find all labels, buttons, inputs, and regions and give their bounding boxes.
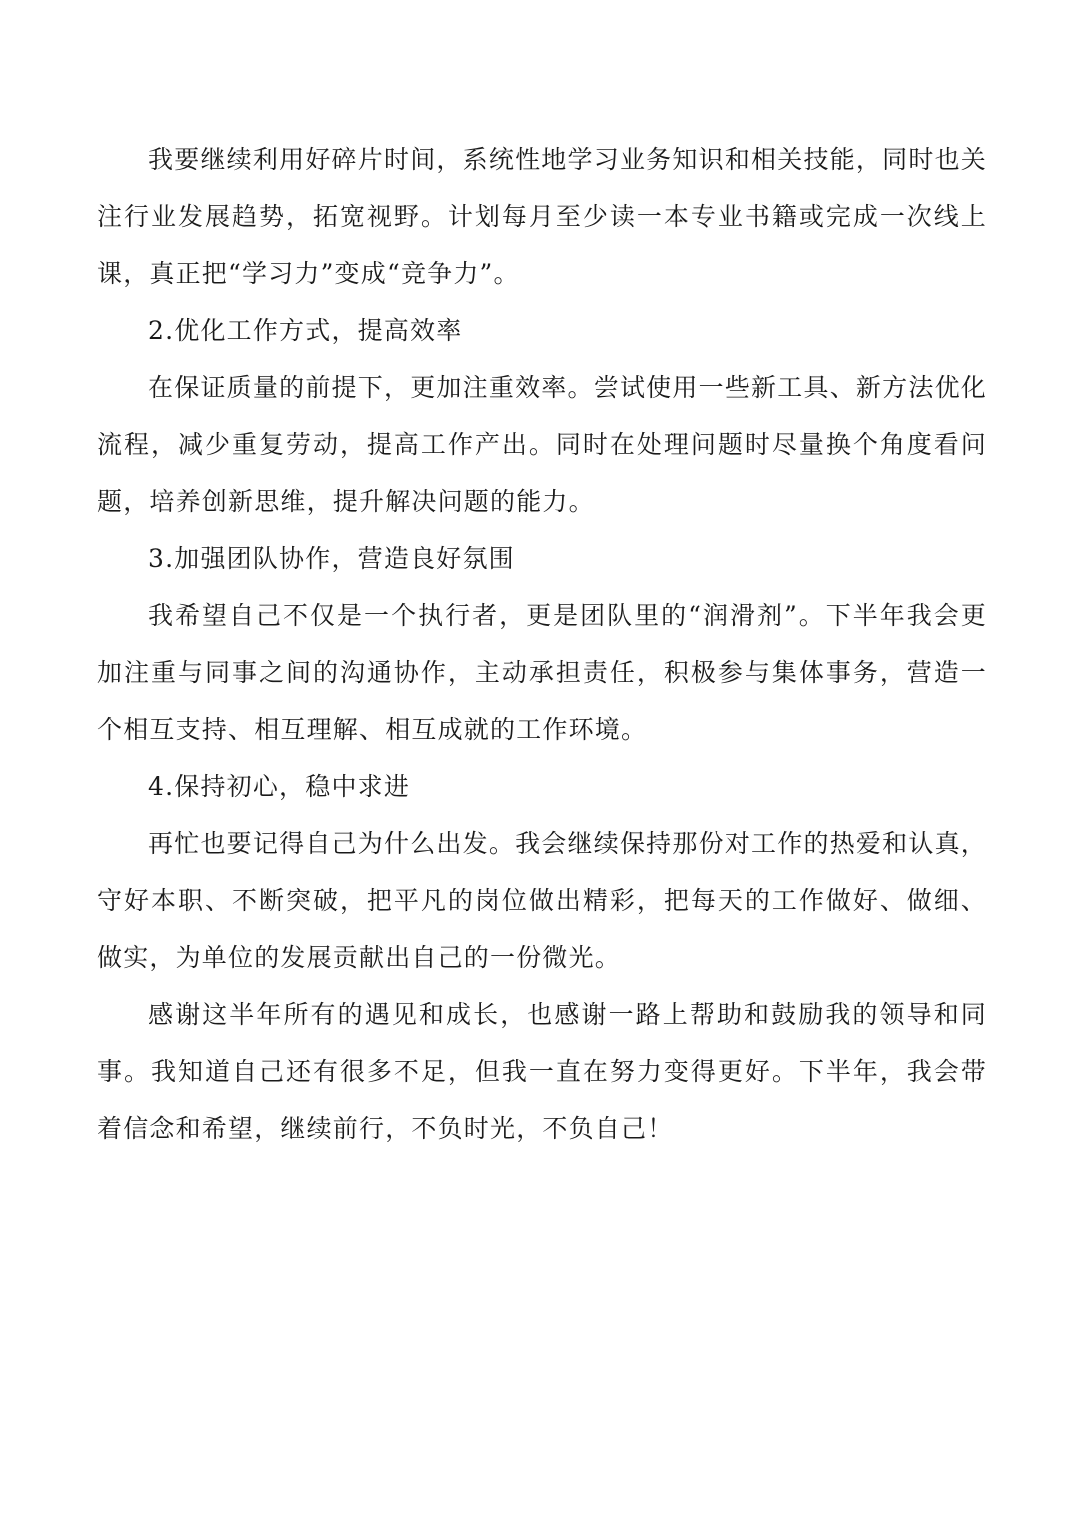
section-heading-optimize-work: 2.优化工作方式，提高效率 [148,316,463,345]
body-paragraph-original-intention: 再忙也要记得自己为什么出发。我会继续保持那份对工作的热爱和认真，守好本职、不断突破，把平凡的岗位做出精彩，把每天的工作做好、做细、做实，为单位的发展贡献出自己的一份微光。 [97,829,987,972]
body-paragraph-study: 我要继续利用好碎片时间，系统性地学习业务知识和相关技能，同时也关注行业发展趋势，拓宽视野。计划每月至少读一本专业书籍或完成一次线上课，真正把“学习力”变成“竞争力”。 [97,145,987,288]
body-paragraph-thanks: 感谢这半年所有的遇见和成长，也感谢一路上帮助和鼓励我的领导和同事。我知道自己还有很多不足，但我一直在努力变得更好。下半年，我会带着信念和希望，继续前行，不负时光，不负自己！ [97,1000,987,1143]
body-paragraph-teamwork: 我希望自己不仅是一个执行者，更是团队里的“润滑剂”。下半年我会更加注重与同事之间的沟通协作，主动承担责任，积极参与集体事务，营造一个相互支持、相互理解、相互成就的工作环境。 [97,601,987,744]
document-body [97,131,987,1157]
section-heading-original-intention: 4.保持初心，稳中求进 [148,772,411,801]
body-paragraph-efficiency: 在保证质量的前提下，更加注重效率。尝试使用一些新工具、新方法优化流程，减少重复劳动，提高工作产出。同时在处理问题时尽量换个角度看问题，培养创新思维，提升解决问题的能力。 [97,373,987,516]
section-heading-teamwork: 3.加强团队协作，营造良好氛围 [148,544,515,573]
